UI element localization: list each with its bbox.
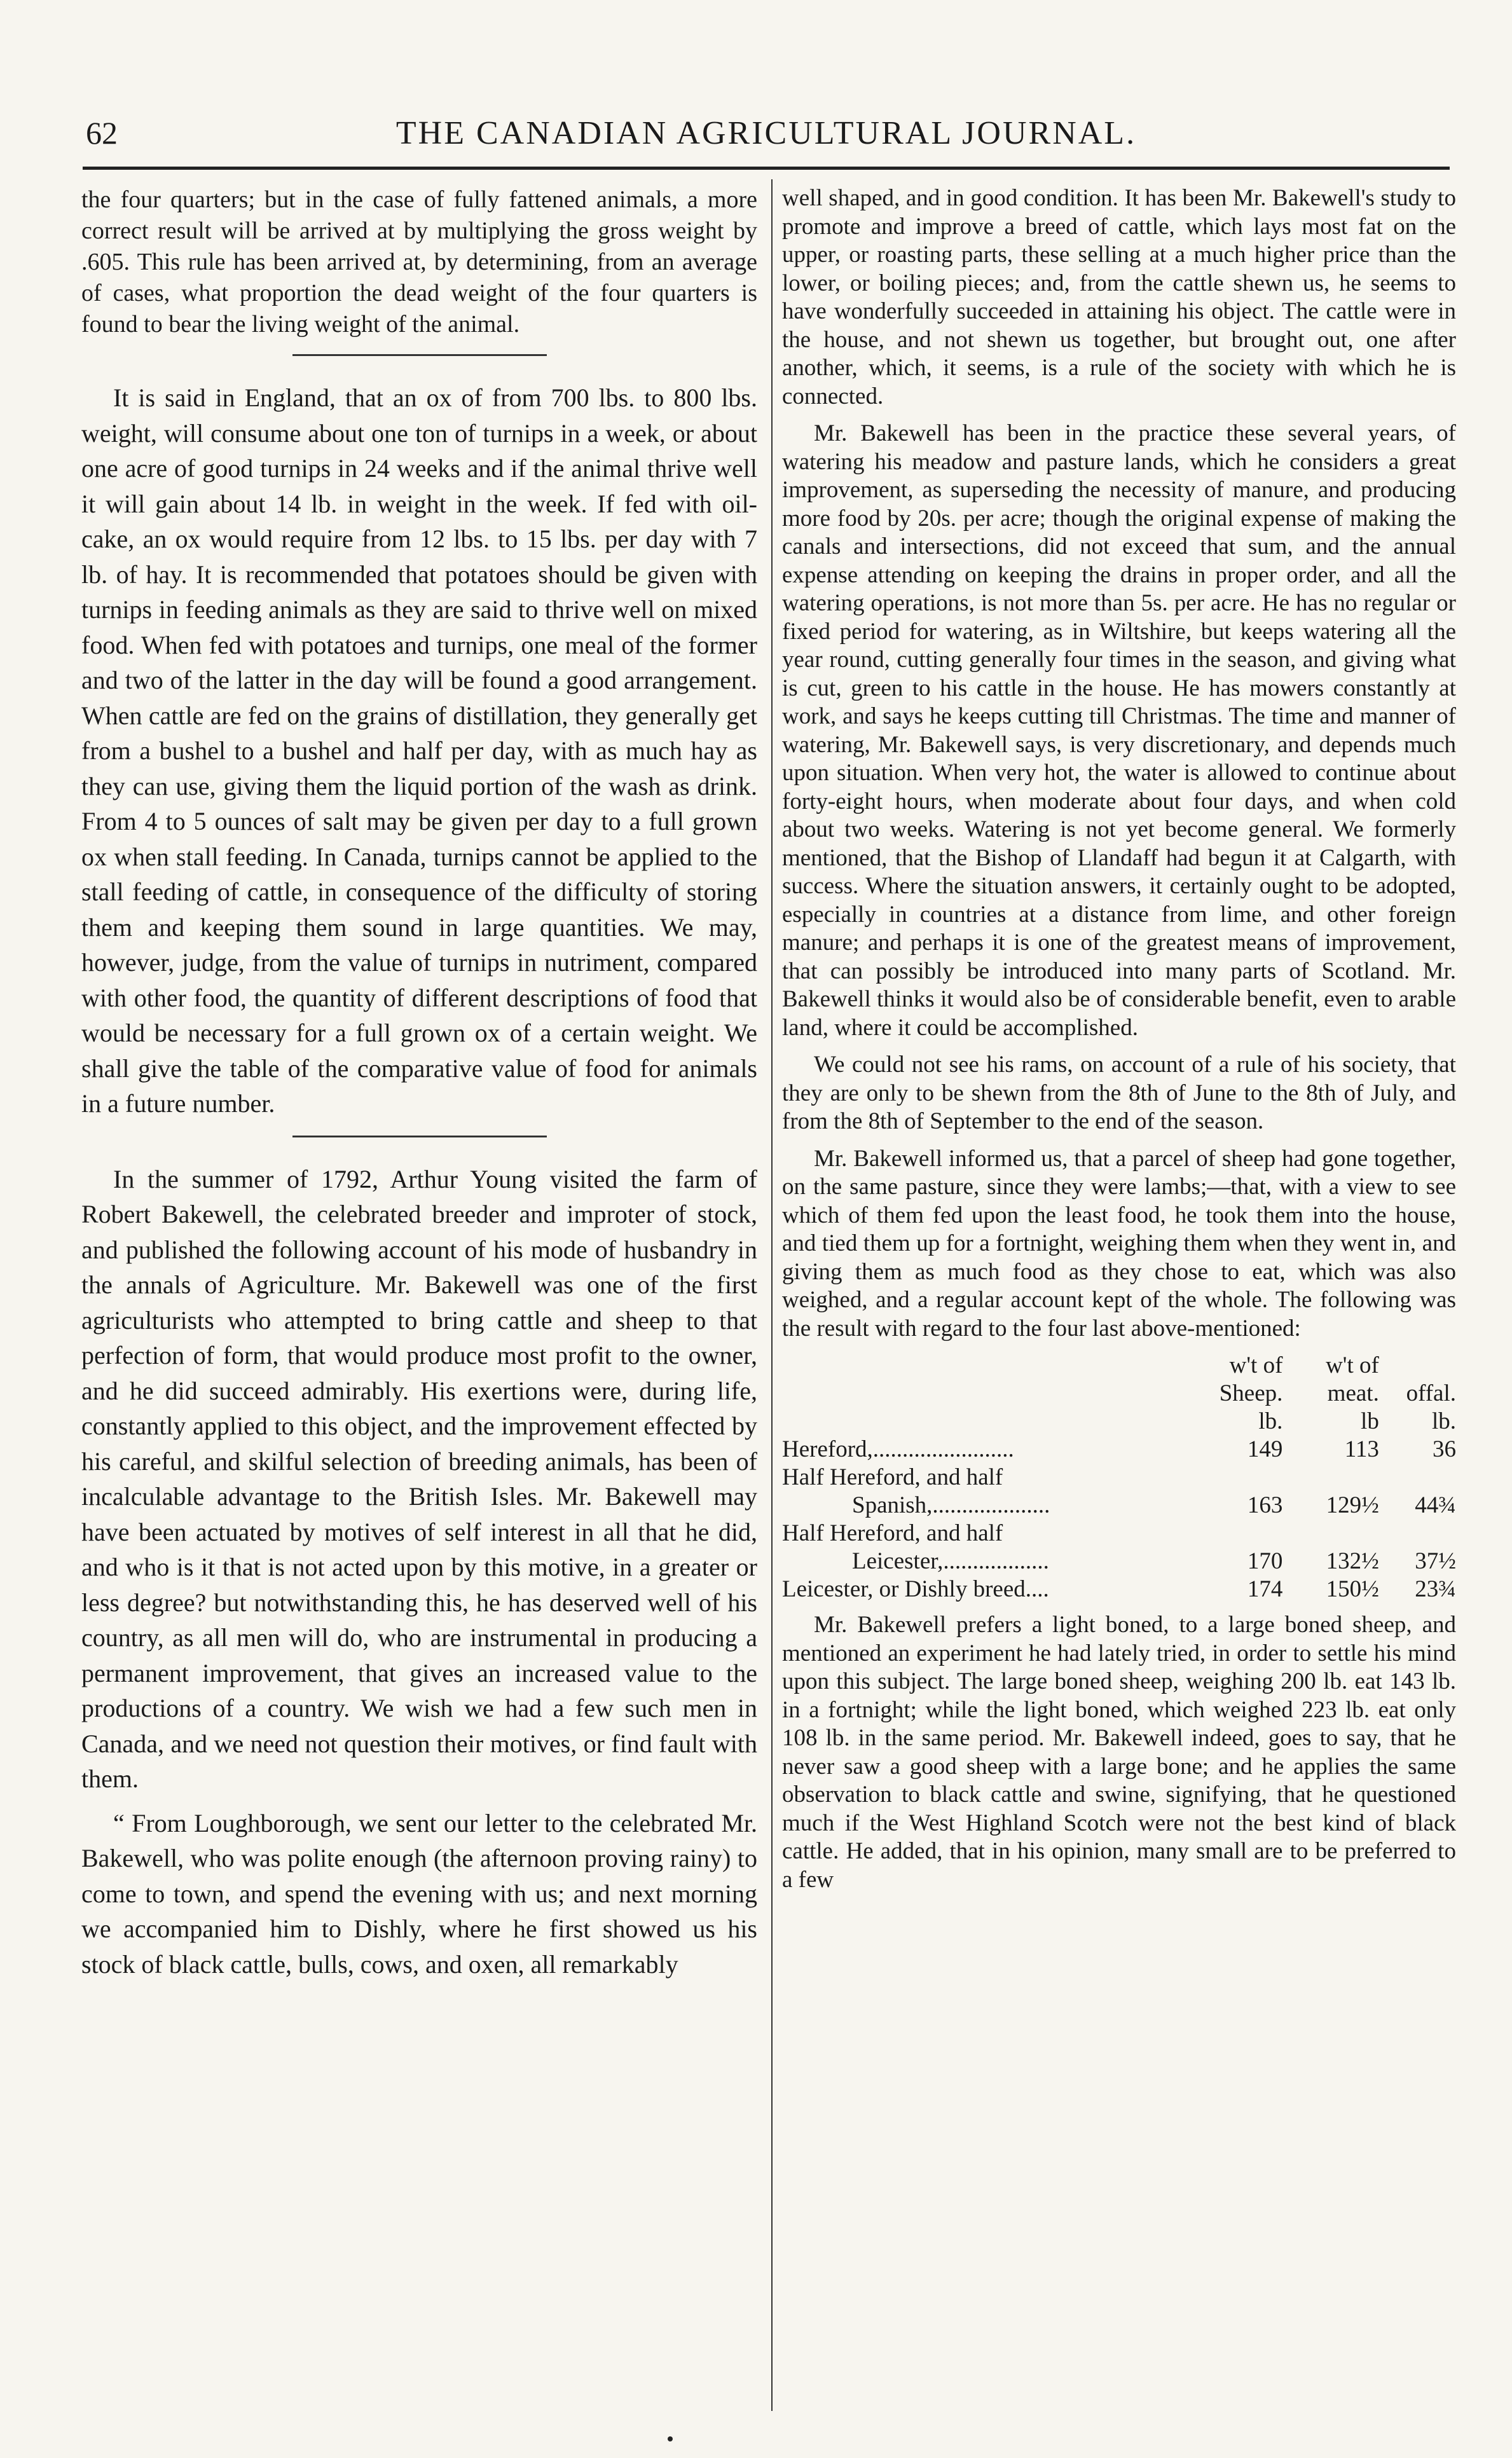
table-row [782,1492,1456,1520]
right-column [782,184,1456,2416]
sheep-weight: 149 [1247,1436,1283,1462]
offal-weight: 44¾ [1415,1492,1456,1518]
meat-weight: 113 [1344,1436,1379,1462]
column-header: w't of meat. [1326,1352,1379,1406]
table-header-row [782,1352,1456,1408]
page-header [86,114,1447,165]
column-header: offal. [1406,1380,1456,1406]
paragraph: We could not see his rams, on account of a rule of his society, that they are only to be shewn from the 8th of June to the 8th of July, and from the 8th of September to the end of the season. [782,1052,1456,1134]
unit-label: lb. [1258,1408,1283,1434]
breed-name: Leicester, or Dishly breed.... [782,1576,1049,1602]
header-rule [83,167,1450,170]
meat-weight: 129½ [1326,1492,1379,1518]
left-column [81,184,757,2416]
sheep-weight: 163 [1247,1492,1283,1518]
section-separator [292,1136,547,1137]
paragraph: It is said in England, that an ox of from 700 lbs. to 800 lbs. weight, will consume about one ton of turnips in a week, or about one acre of good turnips in 24 weeks and if the animal thrive well it will gain about 14 lb. in weight in the week. If fed with oil-cake, an ox would require from 12 lbs. to 15 lbs. per day with 7 lb. of hay. It is recommended that potatoes should be given with turnips in feeding animals as they are said to thrive well on mixed food. When fed with potatoes and turnips, one meal of the former and two of the latter in the day will be found a good arrangement. When cattle are fed on the grains of distillation, they generally get from a bushel to a bushel and half per day, with as much hay as they can use, giving them the liquid portion of the wash as drink. From 4 to 5 ounces of salt may be given per day to a full grown ox when stall feeding. In Canada, turnips cannot be applied to the stall feeding of cattle, in consequence of the difficulty of storing them and keeping them sound in large quantities. We may, however, judge, from the value of turnips in nutriment, compared with other food, the quantity of different descriptions of food that would be necessary for a full grown ox of a certain weight. We shall give the table of the comparative value of food for animals in a future number. [81,383,757,1118]
paragraph: Mr. Bakewell prefers a light boned, to a large boned sheep, and mentioned an experiment he had lately tried, in order to settle his mind upon this subject. The large boned sheep, weighing 200 lb. eat 143 lb. in a fortnight; while the light boned, which weighed 223 lb. eat only 108 lb. in the same period. Mr. Bakewell indeed, goes to say, that he never saw a good sheep with a large bone; and he applies the same observation to black cattle and swine, signifying, that he questioned much if the West Highland Scotch were not the best kind of black cattle. He added, that in his opinion, many small are to be preferred to a few [782,1612,1456,1893]
paragraph: In the summer of 1792, Arthur Young visited the farm of Robert Bakewell, the celebrated breeder and improter of stock, and published the following account of his mode of husbandry in the annals of Agriculture. Mr. Bakewell was one of the first agriculturists who attempted to bring cattle and sheep to that perfection of form, that would produce most profit to the owner, and he did succeed admirably. His exertions were, during life, constantly applied to this object, and the improvement effected by his careful, and skilful selection of breeding animals, has been of incalculable advantage to the British Isles. Mr. Bakewell may have been actuated by motives of self interest in all that he did, and who is it that is not acted upon by this motive, in a greater or less degree? but notwithstanding this, he has deserved well of his country, as all men will do, who are instrumental in producing a permanent improvement, that gives an increased value to the productions of a country. We wish we had a few such men in Canada, and we need not question their motives, or find fault with them. [81,1164,757,1793]
table-row [782,1548,1456,1576]
breed-name: Hereford,........................ [782,1436,1014,1462]
running-title: THE CANADIAN AGRICULTURAL JOURNAL. [395,115,1137,151]
sheep-weight-table [782,1352,1456,1603]
offal-weight: 36 [1433,1436,1456,1462]
column-header: w't of Sheep. [1219,1352,1283,1406]
unit-label: lb [1361,1408,1379,1434]
breed-name: Half Hereford, and half [782,1464,1003,1490]
table-row [782,1520,1456,1548]
section-separator [292,354,547,356]
column-divider [771,179,773,2411]
paragraph: Mr. Bakewell has been in the practice these several years, of watering his meadow and pasture lands, which he considers a great improvement, as superseding the necessity of manure, and producing more food by 20s. per acre; though the original expense of making the canals and intersections, did not exceed that sum, and the annual expense attending on keeping the drains in proper order, and all the watering operations, is not more than 5s. per acre. He has no regular or fixed period for watering, as in Wiltshire, but keeps watering all the year round, cutting generally four times in the season, and giving what is cut, green to his cattle in the house. He has mowers constantly at work, and says he keeps cutting till Christmas. The time and manner of watering, Mr. Bakewell says, is very discretionary, and depends much upon situation. When very hot, the water is allowed to continue about forty-eight hours, when moderate about four days, and when cold about two weeks. Watering is not yet become general. We formerly mentioned, that the Bishop of Llandaff had begun it at Calgarth, with success. Where the situation answers, it certainly ought to be adopted, especially in countries at a distance from lime, and other foreign manure; and perhaps it is one of the greatest means of improvement, that can possibly be introduced into many parts of Scotland. Mr. Bakewell thinks it would also be of considerable benefit, even to arable land, where it could be accomplished. [782,420,1456,1041]
offal-weight: 37½ [1415,1548,1456,1574]
breed-name-continued: Spanish,.................... [852,1492,1050,1518]
print-mark [668,2436,673,2441]
sheep-weight: 174 [1247,1576,1283,1602]
offal-weight: 23¾ [1415,1576,1456,1602]
paragraph: well shaped, and in good condition. It has been Mr. Bakewell's study to promote and improve a breed of cattle, which lays most fat on the upper, or roasting parts, these selling at a much higher price than the lower, or boiling pieces; and, from the cattle shewn us, he seems to have wonderfully succeeded in attaining his object. The cattle were in the house, and not shewn us together, but brought out, one after another, which, it seems, is a rule of the society with which he is connected. [782,185,1456,409]
table-row [782,1576,1456,1603]
paragraph: the four quarters; but in the case of fully fattened animals, a more correct result will be arrived at by multiplying the gross weight by .605. This rule has been arrived at, by determining, from an average of cases, what proportion the dead weight of the four quarters is found to bear the living weight of the animal. [81,186,757,338]
meat-weight: 150½ [1326,1576,1379,1602]
sheep-weight: 170 [1247,1548,1283,1574]
table-units-row [782,1408,1456,1436]
paragraph: Mr. Bakewell informed us, that a parcel of sheep had gone together, on the same pasture, since they were lambs;—that, with a view to see which of them fed upon the least food, he took them into the house, and tied them up for a fortnight, weighing them when they went in, and giving them as much food as they chose to eat, which was also weighed, and a regular account kept of the whole. The following was the result with regard to the four last above-mentioned: [782,1145,1456,1342]
breed-name: Half Hereford, and half [782,1520,1003,1546]
table-row [782,1464,1456,1492]
unit-label: lb. [1431,1408,1456,1434]
meat-weight: 132½ [1326,1548,1379,1574]
paragraph: “ From Loughborough, we sent our letter to the celebrated Mr. Bakewell, who was polite enough (the afternoon proving rainy) to come to town, and spend the evening with us; and next morning we accompanied him to Dishly, where he first showed us his stock of black cattle, bulls, cows, and oxen, all remarkably [81,1808,757,1979]
page-number: 62 [86,115,118,151]
breed-name-continued: Leicester,.................. [852,1548,1049,1574]
table-row [782,1436,1456,1464]
